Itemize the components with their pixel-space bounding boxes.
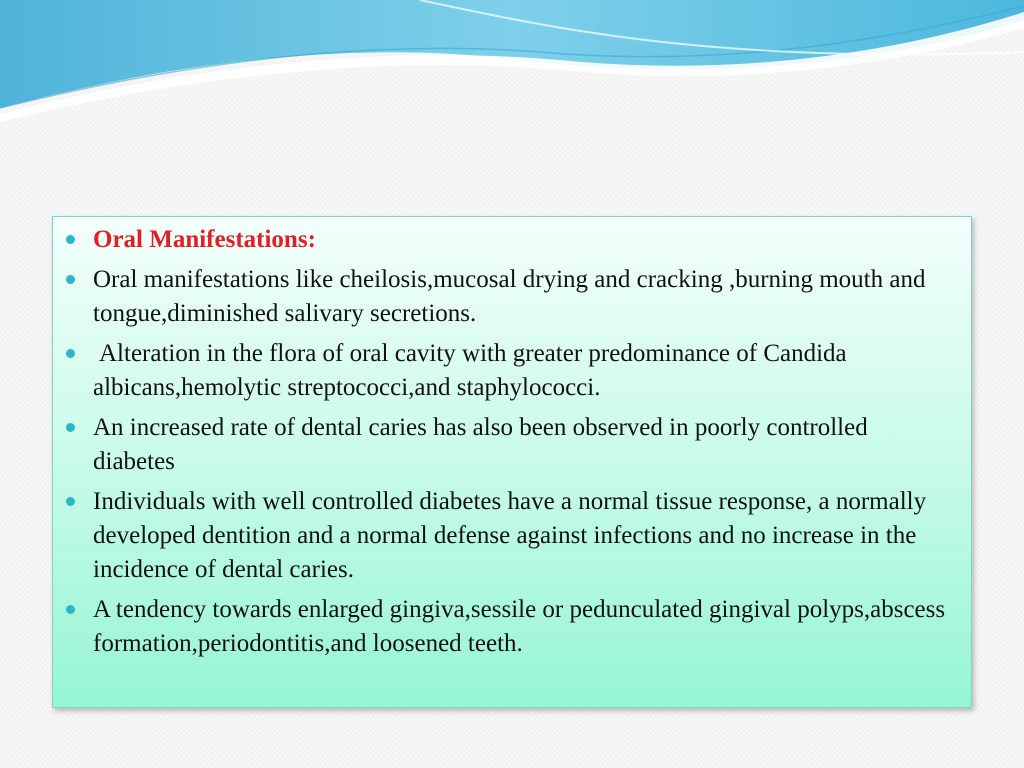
header-wave-decoration bbox=[0, 0, 1024, 130]
bullet-list bbox=[53, 217, 971, 661]
bullet-item bbox=[53, 593, 949, 661]
bullet-dot-icon bbox=[66, 235, 75, 244]
bullet-item bbox=[53, 485, 949, 587]
bullet-dot-icon bbox=[66, 497, 75, 506]
bullet-item bbox=[53, 337, 949, 405]
bullet-item bbox=[53, 263, 949, 331]
bullet-item bbox=[53, 411, 949, 479]
bullet-text: Oral manifestations like cheilosis,mucosal drying and cracking ,burning mouth and tongue,diminished salivary secretions. bbox=[93, 266, 926, 327]
bullet-text: A tendency towards enlarged gingiva,sessile or pedunculated gingival polyps,abscess formation,periodontitis,and loosened teeth. bbox=[93, 596, 946, 657]
bullet-text: Individuals with well controlled diabetes have a normal tissue response, a normally developed dentition and a normal defense against infections and no increase in the incidence of dental caries. bbox=[93, 488, 927, 583]
slide-heading: Oral Manifestations: bbox=[93, 226, 316, 253]
bullet-item bbox=[53, 223, 949, 257]
bullet-text: Alteration in the flora of oral cavity with greater predominance of Candida albicans,hemolytic streptococci,and staphylococci. bbox=[93, 340, 847, 401]
bullet-dot-icon bbox=[66, 605, 75, 614]
bullet-dot-icon bbox=[66, 349, 75, 358]
bullet-dot-icon bbox=[66, 423, 75, 432]
content-box bbox=[52, 216, 972, 708]
bullet-text: An increased rate of dental caries has also been observed in poorly controlled diabetes bbox=[93, 414, 868, 475]
bullet-dot-icon bbox=[66, 275, 75, 284]
